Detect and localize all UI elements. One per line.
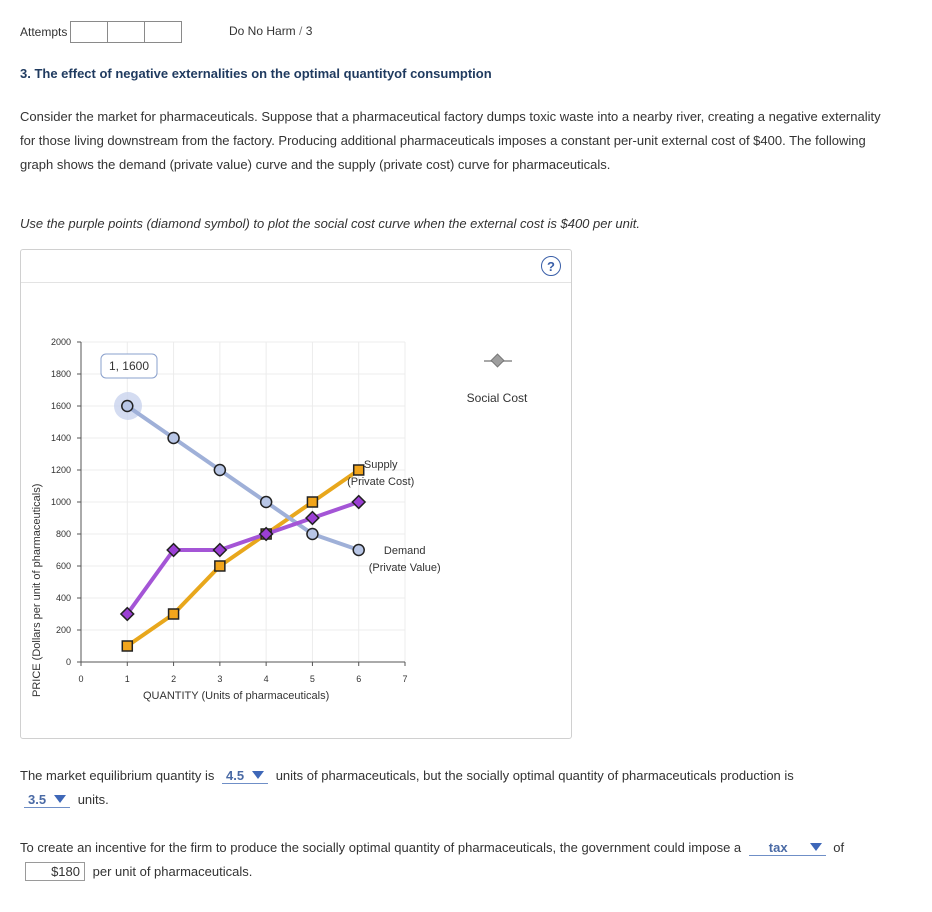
social-cost-legend-label: Social Cost — [466, 391, 528, 405]
attempts-bar — [20, 20, 182, 44]
demand-private-value-point[interactable] — [168, 433, 179, 444]
x-axis-label: QUANTITY (Units of pharmaceuticals) — [143, 690, 330, 702]
answer-text: units. — [77, 792, 109, 807]
attempts-label: Attempts — [20, 25, 68, 39]
attempt-box — [70, 21, 108, 43]
market-quantity-value: 4.5 — [225, 768, 245, 783]
demand-label: Demand — [383, 545, 426, 557]
supply-label: (Private Cost) — [347, 476, 415, 488]
answer-line-2 — [24, 792, 109, 808]
y-tick-label: 2000 — [50, 337, 71, 347]
lines-layer — [127, 406, 358, 646]
answer-text: of — [833, 840, 845, 855]
curve-labels — [347, 459, 441, 574]
supply-label: Supply — [363, 459, 398, 471]
x-tick-label: 2 — [171, 674, 177, 684]
optimal-quantity-value: 3.5 — [28, 792, 47, 807]
supply-private-cost-point[interactable] — [307, 497, 317, 507]
x-tick-label: 7 — [402, 674, 408, 684]
tooltip — [101, 354, 157, 378]
answer-line-1 — [20, 768, 794, 784]
paragraph-line: graph shows the demand (private value) curve and the supply (private cost) curve for pharmaceuticals. — [20, 157, 611, 172]
dropdown-arrow-icon — [54, 795, 66, 803]
y-tick-label: 1200 — [50, 465, 71, 475]
social-cost-point[interactable] — [352, 496, 365, 509]
social-cost-line — [127, 502, 358, 614]
x-tick-label: 1 — [124, 674, 130, 684]
question-paragraph — [20, 105, 925, 177]
policy-value: tax — [768, 840, 788, 855]
paragraph-line: Consider the market for pharmaceuticals. Suppose that a pharmaceutical factory dumps toxic waste into a nearby river, creating a negative externality — [20, 109, 881, 124]
graph-canvas[interactable] — [21, 250, 573, 740]
axes-layer — [51, 337, 408, 684]
social-cost-point[interactable] — [213, 544, 226, 557]
x-tick-label: 6 — [356, 674, 362, 684]
answer-text: per unit of pharmaceuticals. — [92, 864, 253, 879]
answer-text: To create an incentive for the firm to produce the socially optimal quantity of pharmaceuticals, the government could impose a — [20, 840, 742, 855]
demand-label: (Private Value) — [368, 562, 441, 574]
tax-amount-input[interactable]: $180 — [25, 862, 85, 881]
answer-line-3 — [20, 840, 844, 856]
supply-private-cost-point[interactable] — [354, 465, 364, 475]
social-cost-point[interactable] — [306, 512, 319, 525]
y-tick-label: 1600 — [50, 401, 71, 411]
demand-private-value-point[interactable] — [214, 465, 225, 476]
x-tick-label: 4 — [263, 674, 269, 684]
answer-line-4 — [25, 862, 252, 881]
graph-instruction: Use the purple points (diamond symbol) to plot the social cost curve when the external cost is $400 per unit. — [20, 216, 640, 231]
social-cost-legend-diamond[interactable] — [491, 354, 504, 367]
score-label — [229, 24, 312, 38]
supply-private-cost-point[interactable] — [169, 609, 179, 619]
y-tick-label: 800 — [55, 529, 71, 539]
x-tick-label: 0 — [78, 674, 84, 684]
answer-text: The market equilibrium quantity is — [20, 768, 215, 783]
y-tick-label: 1000 — [50, 497, 71, 507]
x-tick-label: 3 — [217, 674, 223, 684]
y-tick-label: 200 — [55, 625, 71, 635]
attempt-box — [107, 21, 145, 43]
do-no-harm-label: Do No Harm — [229, 24, 296, 38]
supply-private-cost-point[interactable] — [122, 641, 132, 651]
graph-panel — [20, 249, 572, 739]
tooltip-text: 1, 1600 — [108, 359, 150, 373]
y-tick-label: 400 — [55, 593, 71, 603]
dropdown-arrow-icon — [252, 771, 264, 779]
policy-dropdown[interactable] — [749, 840, 826, 856]
x-tick-label: 5 — [309, 674, 315, 684]
demand-private-value-point[interactable] — [307, 529, 318, 540]
help-icon[interactable]: ? — [541, 256, 561, 276]
demand-private-value-line — [127, 406, 358, 550]
demand-private-value-point[interactable] — [122, 401, 133, 412]
y-tick-label: 0 — [65, 657, 71, 667]
social-cost-tool[interactable] — [467, 354, 528, 405]
attempt-box — [144, 21, 182, 43]
optimal-quantity-dropdown[interactable] — [24, 792, 70, 808]
score-total: 3 — [305, 24, 313, 38]
y-axis-label: PRICE (Dollars per unit of pharmaceuticals) — [31, 483, 43, 697]
y-tick-label: 1400 — [50, 433, 71, 443]
market-quantity-dropdown[interactable] — [222, 768, 268, 784]
answer-text: units of pharmaceuticals, but the socially optimal quantity of pharmaceuticals production is — [275, 768, 794, 783]
dropdown-arrow-icon — [810, 843, 822, 851]
demand-private-value-point[interactable] — [261, 497, 272, 508]
score-separator: / — [299, 24, 303, 38]
paragraph-line: for those living downstream from the factory. Producing additional pharmaceuticals imposes a constant per-unit external cost of $400. The following — [20, 133, 866, 148]
y-tick-label: 1800 — [50, 369, 71, 379]
demand-private-value-point[interactable] — [353, 545, 364, 556]
supply-private-cost-point[interactable] — [215, 561, 225, 571]
question-title: 3. The effect of negative externalities on the optimal quantityof consumption — [20, 66, 492, 81]
supply-private-cost-line — [127, 470, 358, 646]
y-tick-label: 600 — [55, 561, 71, 571]
